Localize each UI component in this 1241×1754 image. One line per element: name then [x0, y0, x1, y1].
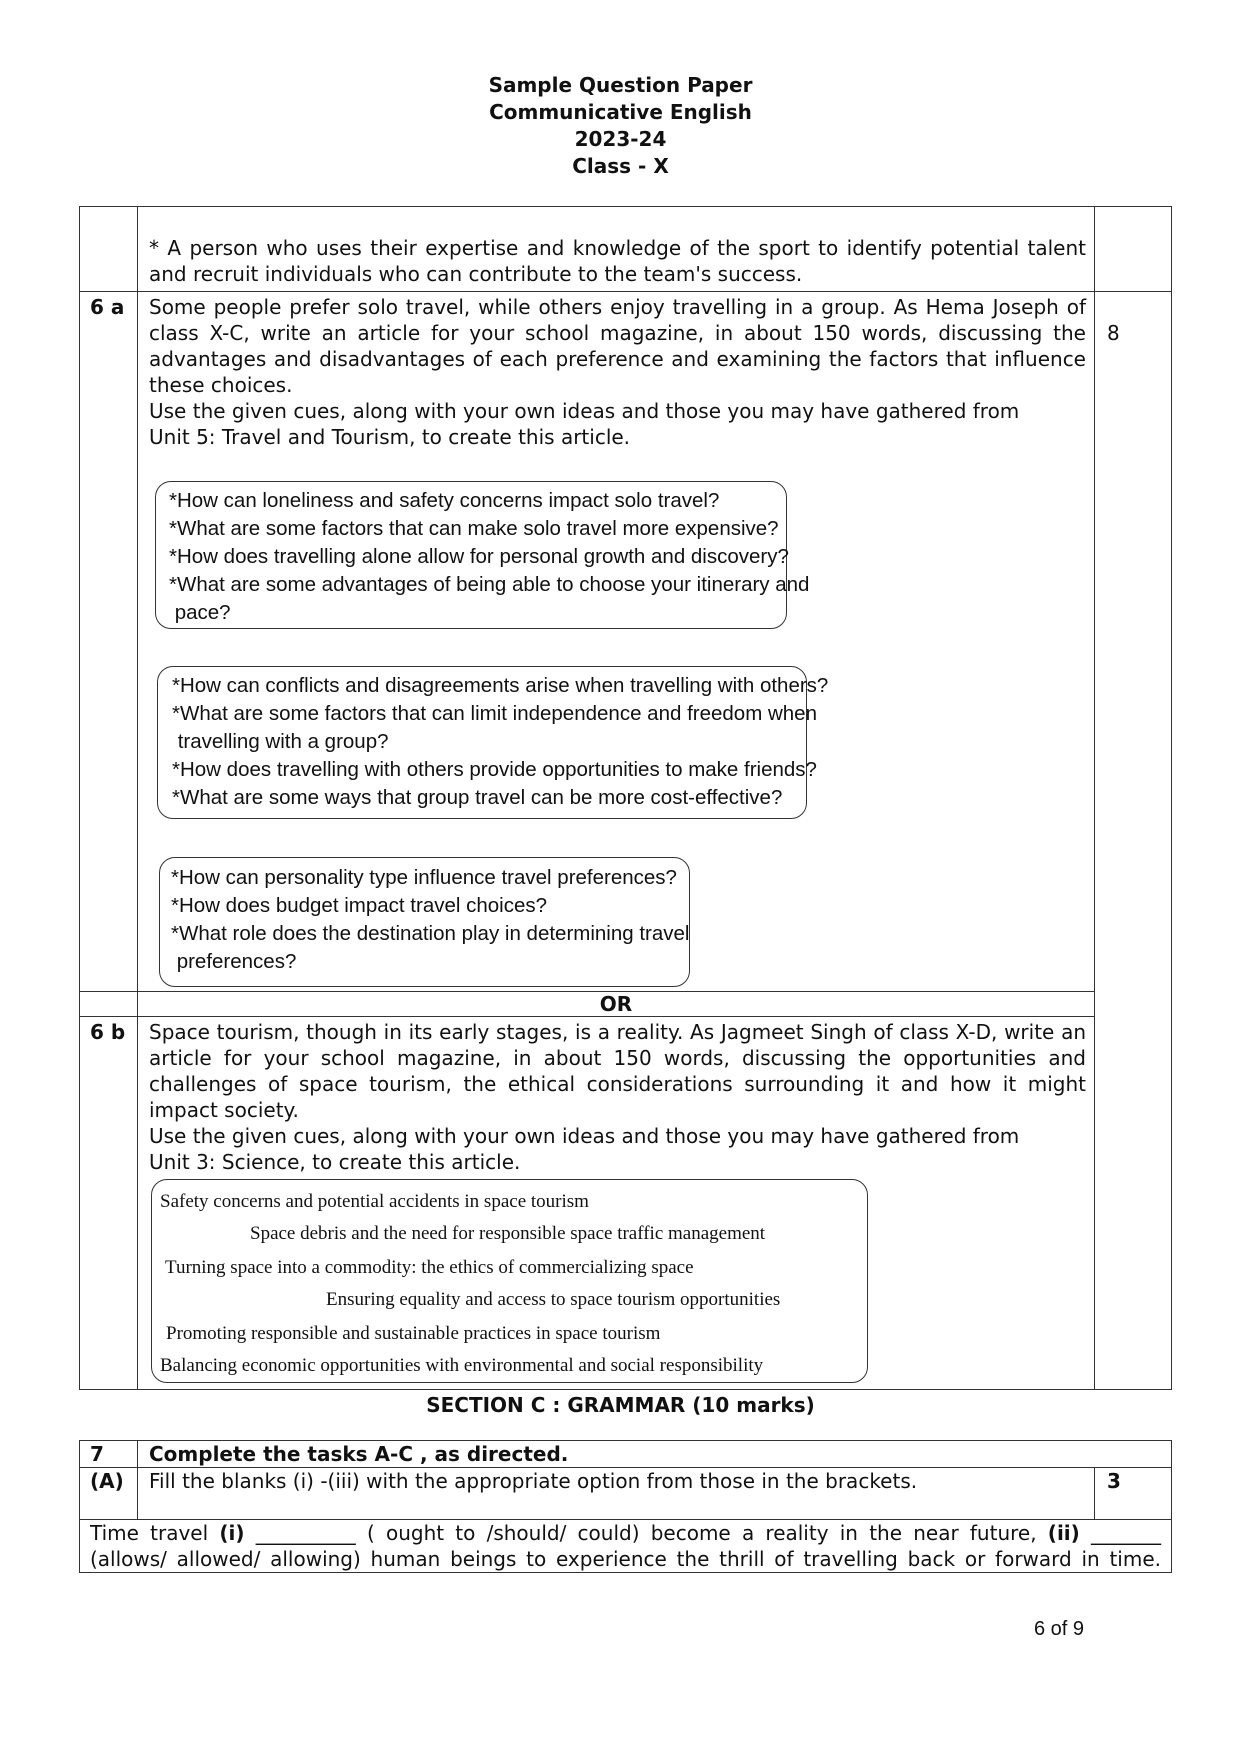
question-number: 7: [80, 1441, 138, 1468]
cue-line: *What are some factors that can make solo travel more expensive?: [169, 517, 779, 540]
cue-line: *How can loneliness and safety concerns impact solo travel?: [169, 489, 720, 512]
question-6a-prompt: Some people prefer solo travel, while others enjoy travelling in a group. As Hema Joseph of class X-C, write an article for your school magazine, in about 150 words, discussing the advantages and disadvantages of each preference and examining the factors that influence these choices.: [149, 295, 1086, 397]
question-number: 6 b: [80, 1017, 138, 1390]
question-6b-row: [80, 1017, 1172, 1390]
paper-title: Sample Question Paper: [488, 73, 753, 97]
group-travel-cue-box: [157, 666, 829, 819]
cue-line: *How does travelling alone allow for personal growth and discovery?: [169, 545, 789, 568]
cue-line: Balancing economic opportunities with environmental and social responsibility: [160, 1355, 764, 1376]
blank-label: (i): [219, 1521, 245, 1545]
passage-segment: __________ ( ought to /should/ could) become a reality in the near future,: [244, 1521, 1048, 1545]
carryover-row: [80, 207, 1172, 292]
cue-line: Safety concerns and potential accidents in space tourism: [160, 1191, 589, 1212]
gap-fill-passage: [80, 1520, 1172, 1573]
question-7-row: [80, 1441, 1172, 1468]
subject-title: Communicative English: [489, 100, 752, 124]
cue-line: *How can personality type influence travel preferences?: [171, 866, 677, 889]
question-table: [79, 206, 1172, 1390]
section-c-heading: SECTION C : GRAMMAR (10 marks): [426, 1393, 815, 1417]
question-number: 6 a: [80, 292, 138, 992]
travel-preference-cue-box: [159, 857, 690, 987]
cue-line: *How can conflicts and disagreements arise when travelling with others?: [172, 674, 829, 697]
question-6-marks: 8: [1095, 292, 1172, 1390]
marks-cell: [1095, 207, 1172, 292]
carryover-text: * A person who uses their expertise and knowledge of the sport to identify potential talent and recruit individuals who can contribute to the team's success.: [138, 207, 1095, 292]
cue-line: *What are some advantages of being able to choose your itinerary and: [169, 573, 810, 596]
cue-line: Ensuring equality and access to space tourism opportunities: [326, 1289, 781, 1310]
cue-line: *What are some factors that can limit independence and freedom when: [172, 702, 817, 725]
or-separator: OR: [138, 992, 1095, 1017]
or-row: [80, 992, 1172, 1017]
cue-line: preferences?: [171, 950, 297, 973]
part-a-marks: 3: [1095, 1468, 1172, 1520]
passage-row: [80, 1520, 1172, 1573]
part-a-row: [80, 1468, 1172, 1520]
question-6b-cue-instruction: Use the given cues, along with your own ideas and those you may have gathered from: [149, 1124, 1020, 1148]
passage-start: Time travel: [90, 1521, 220, 1545]
question-6a-body: [138, 292, 1095, 992]
cue-line: Promoting responsible and sustainable practices in space tourism: [166, 1323, 661, 1344]
space-tourism-cue-box: [151, 1179, 868, 1383]
question-6b-prompt: Space tourism, though in its early stages, is a reality. As Jagmeet Singh of class X-D, write an article for your school magazine, in about 150 words, discussing the opportunities and challenges of space tourism, the ethical considerations surrounding it and how it might impact society.: [149, 1020, 1086, 1122]
cue-line: *How does travelling with others provide opportunities to make friends?: [172, 758, 817, 781]
question-6b-body: [138, 1017, 1095, 1390]
part-a-text: Fill the blanks (i) -(iii) with the appropriate option from those in the brackets.: [138, 1468, 1095, 1520]
qno-cell: [80, 992, 138, 1017]
question-7-instruction: Complete the tasks A-C , as directed.: [138, 1441, 1172, 1468]
cue-line: *What role does the destination play in determining travel: [171, 922, 690, 945]
passage-segment: _______ (allows/ allowed/ allowing) human beings to experience the thrill of travelling back or forward in time.: [90, 1521, 1162, 1571]
solo-travel-cue-box: [155, 481, 810, 629]
cue-line: Turning space into a commodity: the ethics of commercializing space: [165, 1257, 694, 1278]
question-6b-unit-reference: Unit 3: Science, to create this article.: [149, 1150, 521, 1174]
cue-line: *How does budget impact travel choices?: [171, 894, 548, 917]
question-6a-unit-reference: Unit 5: Travel and Tourism, to create this article.: [149, 425, 631, 449]
class-label: Class - X: [572, 154, 669, 178]
qno-cell: [80, 207, 138, 292]
cue-line: pace?: [169, 601, 231, 624]
question-6a-row: [80, 292, 1172, 992]
cue-line: *What are some ways that group travel can be more cost-effective?: [172, 786, 783, 809]
grammar-table: [79, 1440, 1172, 1573]
blank-label: (ii): [1047, 1521, 1080, 1545]
part-label: (A): [80, 1468, 138, 1520]
question-6a-cue-instruction: Use the given cues, along with your own ideas and those you may have gathered from: [149, 399, 1020, 423]
cue-line: travelling with a group?: [172, 730, 389, 753]
cue-line: Space debris and the need for responsible space traffic management: [250, 1223, 766, 1244]
page-number: 6 of 9: [1034, 1618, 1085, 1640]
session-year: 2023-24: [574, 127, 667, 151]
